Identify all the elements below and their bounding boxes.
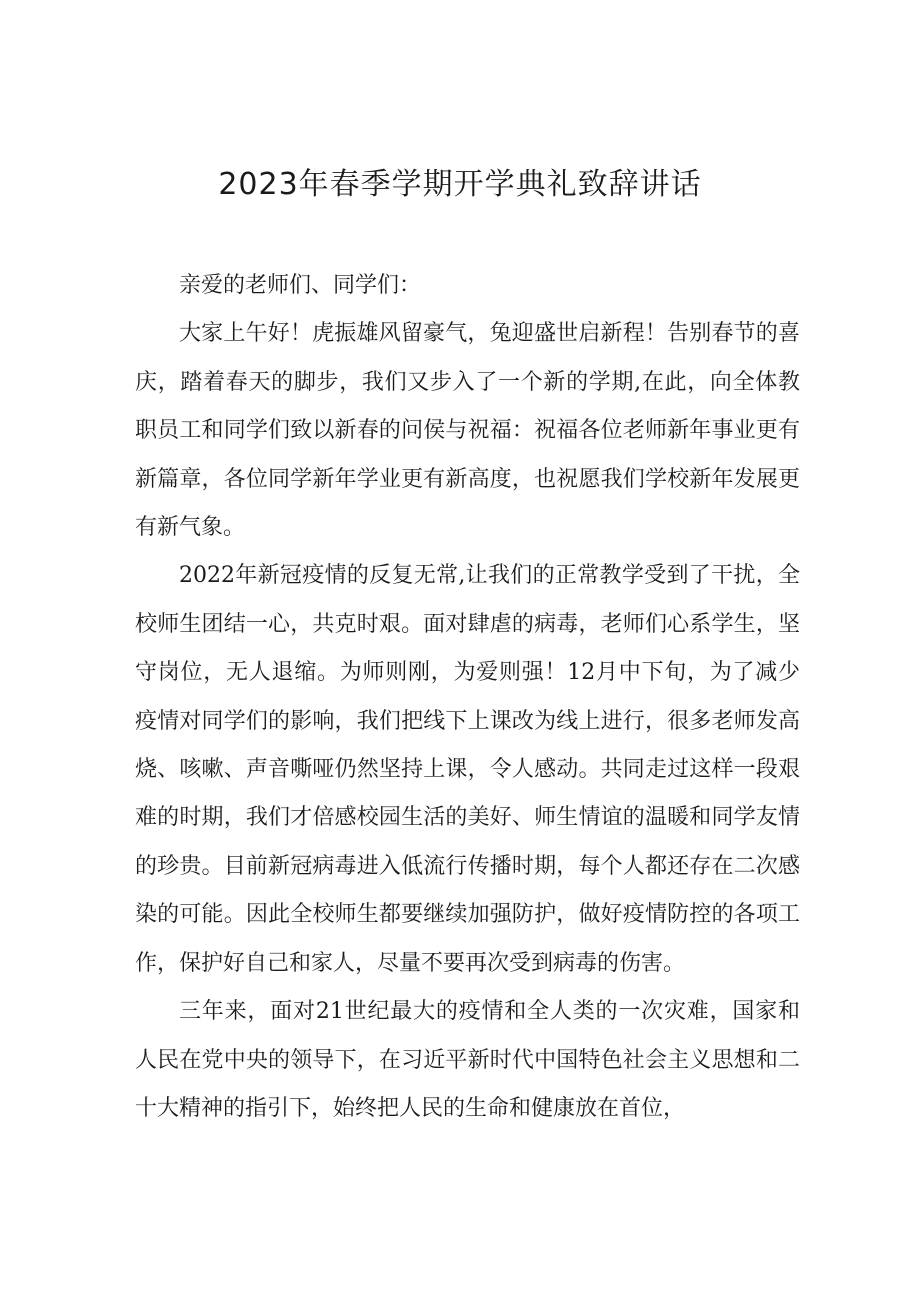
paragraph-three-years: 三年来，面对21世纪最大的疫情和全人类的一次灾难，国家和人民在党中央的领导下，在习近平新时代中国特色社会主义思想和二十大精神的指引下，始终把人民的生命和健康放在首位， bbox=[135, 999, 800, 1121]
document-body bbox=[135, 262, 800, 1133]
paragraph-greeting: 大家上午好！虎振雄风留豪气，兔迎盛世启新程！告别春节的喜庆，踏着春天的脚步，我们又步入了一个新的学期,在此，向全体教职员工和同学们致以新春的问侯与祝福：祝福各位老师新年事业更有新篇章，各位同学新年学业更有新高度，也祝愿我们学校新年发展更有新气象。 bbox=[135, 321, 800, 541]
salutation: 亲爱的老师们、同学们： bbox=[179, 273, 422, 298]
paragraph-epidemic-2022: 2022年新冠疫情的反复无常,让我们的正常教学受到了干扰，全校师生团结一心，共克时艰。面对肆虐的病毒，老师们心系学生，坚守岗位，无人退缩。为师则刚，为爱则强！12月中下旬，为了减少疫情对同学们的影响，我们把线下上课改为线上进行，很多老师发高烧、咳嗽、声音嘶哑仍然坚持上课，令人感动。共同走过这样一段艰难的时期，我们才倍感校园生活的美好、师生情谊的温暖和同学友情的珍贵。目前新冠病毒进入低流行传播时期，每个人都还存在二次感染的可能。因此全校师生都要继续加强防护，做好疫情防控的各项工作，保护好自己和家人，尽量不要再次受到病毒的伤害。 bbox=[135, 563, 800, 976]
document-title: 2023年春季学期开学典礼致辞讲话 bbox=[218, 167, 702, 202]
